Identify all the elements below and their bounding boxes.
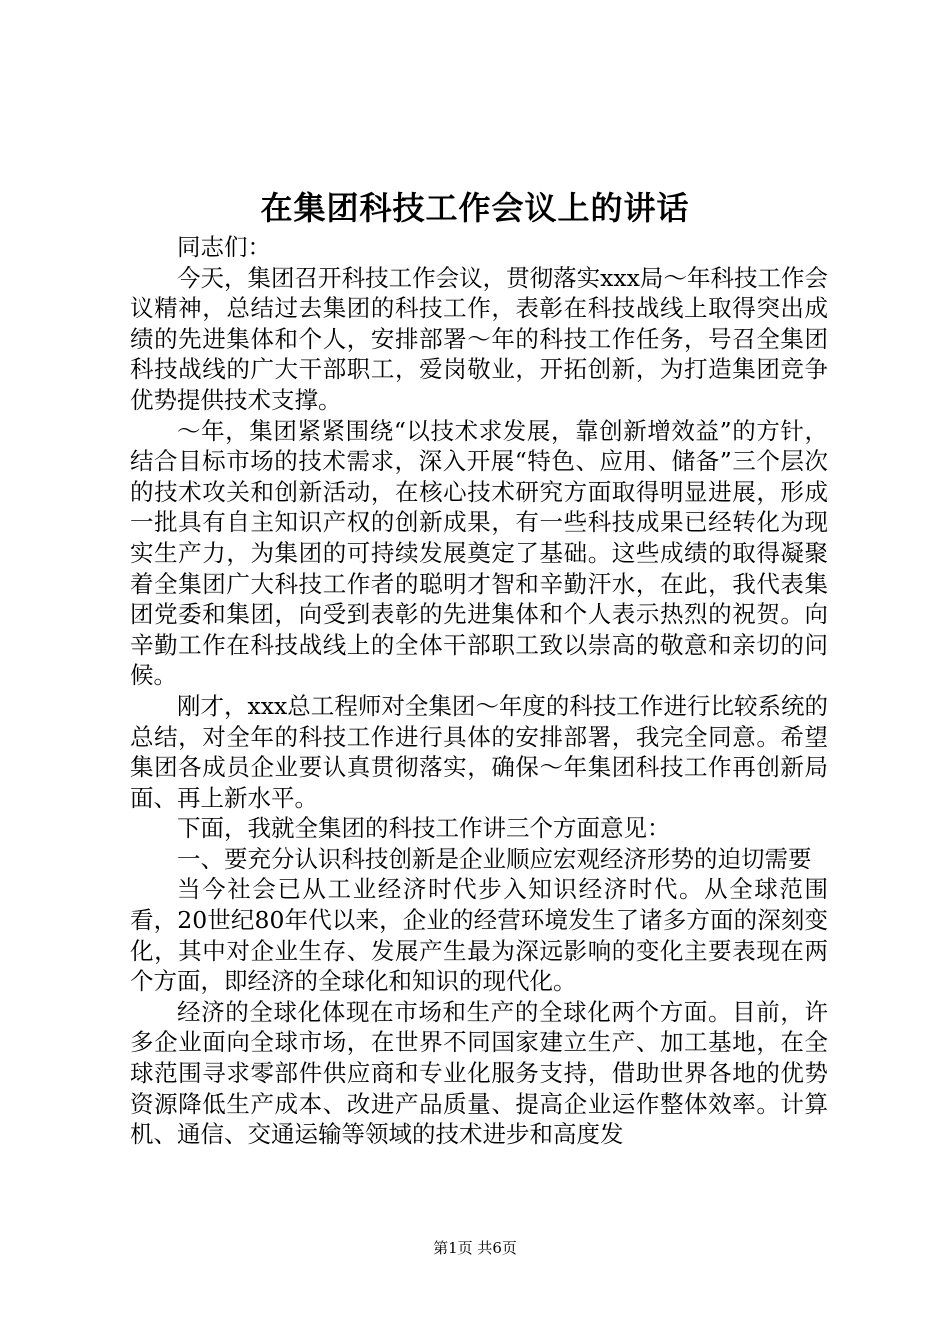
body-paragraph: ～年，集团紧紧围绕“以技术求发展，靠创新增效益”的方针，结合目标市场的技术需求，深入开展“特色、应用、储备”三个层次的技术攻关和创新活动，在核心技术研究方面取得明显进展，形成一批具有自主知识产权的创新成果，有一些科技成果已经转化为现实生产力，为集团的可持续发展奠定了基础。这些成绩的取得凝聚着全集团广大科技工作者的聪明才智和辛勤汗水，在此，我代表集团党委和集团，向受到表彰的先进集体和个人表示热烈的祝贺。向辛勤工作在科技战线上的全体干部职工致以崇高的敬意和亲切的问候。: [130, 416, 828, 690]
body-paragraph: 刚才，xxx总工程师对全集团～年度的科技工作进行比较系统的总结，对全年的科技工作进行具体的安排部署，我完全同意。希望集团各成员企业要认真贯彻落实，确保～年集团科技工作再创新局面、再上新水平。: [130, 691, 828, 812]
document-body: [130, 232, 828, 1150]
body-paragraph: 今天，集团召开科技工作会议，贯彻落实xxx局～年科技工作会议精神，总结过去集团的科技工作，表彰在科技战线上取得突出成绩的先进集体和个人，安排部署～年的科技工作任务，号召全集团科技战线的广大干部职工，爱岗敬业，开拓创新，为打造集团竞争优势提供技术支撑。: [130, 263, 828, 414]
section-heading: 一、要充分认识科技创新是企业顺应宏观经济形势的迫切需要: [177, 844, 812, 873]
body-paragraph: 经济的全球化体现在市场和生产的全球化两个方面。目前，许多企业面向全球市场，在世界不同国家建立生产、加工基地，在全球范围寻求零部件供应商和专业化服务支持，借助世界各地的优势资源降低生产成本、改进产品质量、提高企业运作整体效率。计算机、通信、交通运输等领域的技术进步和高度发: [130, 997, 828, 1149]
page-number-footer: 第1页 共6页: [433, 1239, 517, 1257]
body-paragraph: 当今社会已从工业经济时代步入知识经济时代。从全球范围看，20世纪80年代以来，企业的经营环境发生了诸多方面的深刻变化，其中对企业生存、发展产生最为深远影响的变化主要表现在两个方面，即经济的全球化和知识的现代化。: [130, 875, 828, 996]
document-title: 在集团科技工作会议上的讲话: [260, 189, 690, 227]
salutation-paragraph: 同志们：: [177, 233, 271, 261]
body-paragraph: 下面，我就全集团的科技工作讲三个方面意见：: [177, 814, 671, 843]
